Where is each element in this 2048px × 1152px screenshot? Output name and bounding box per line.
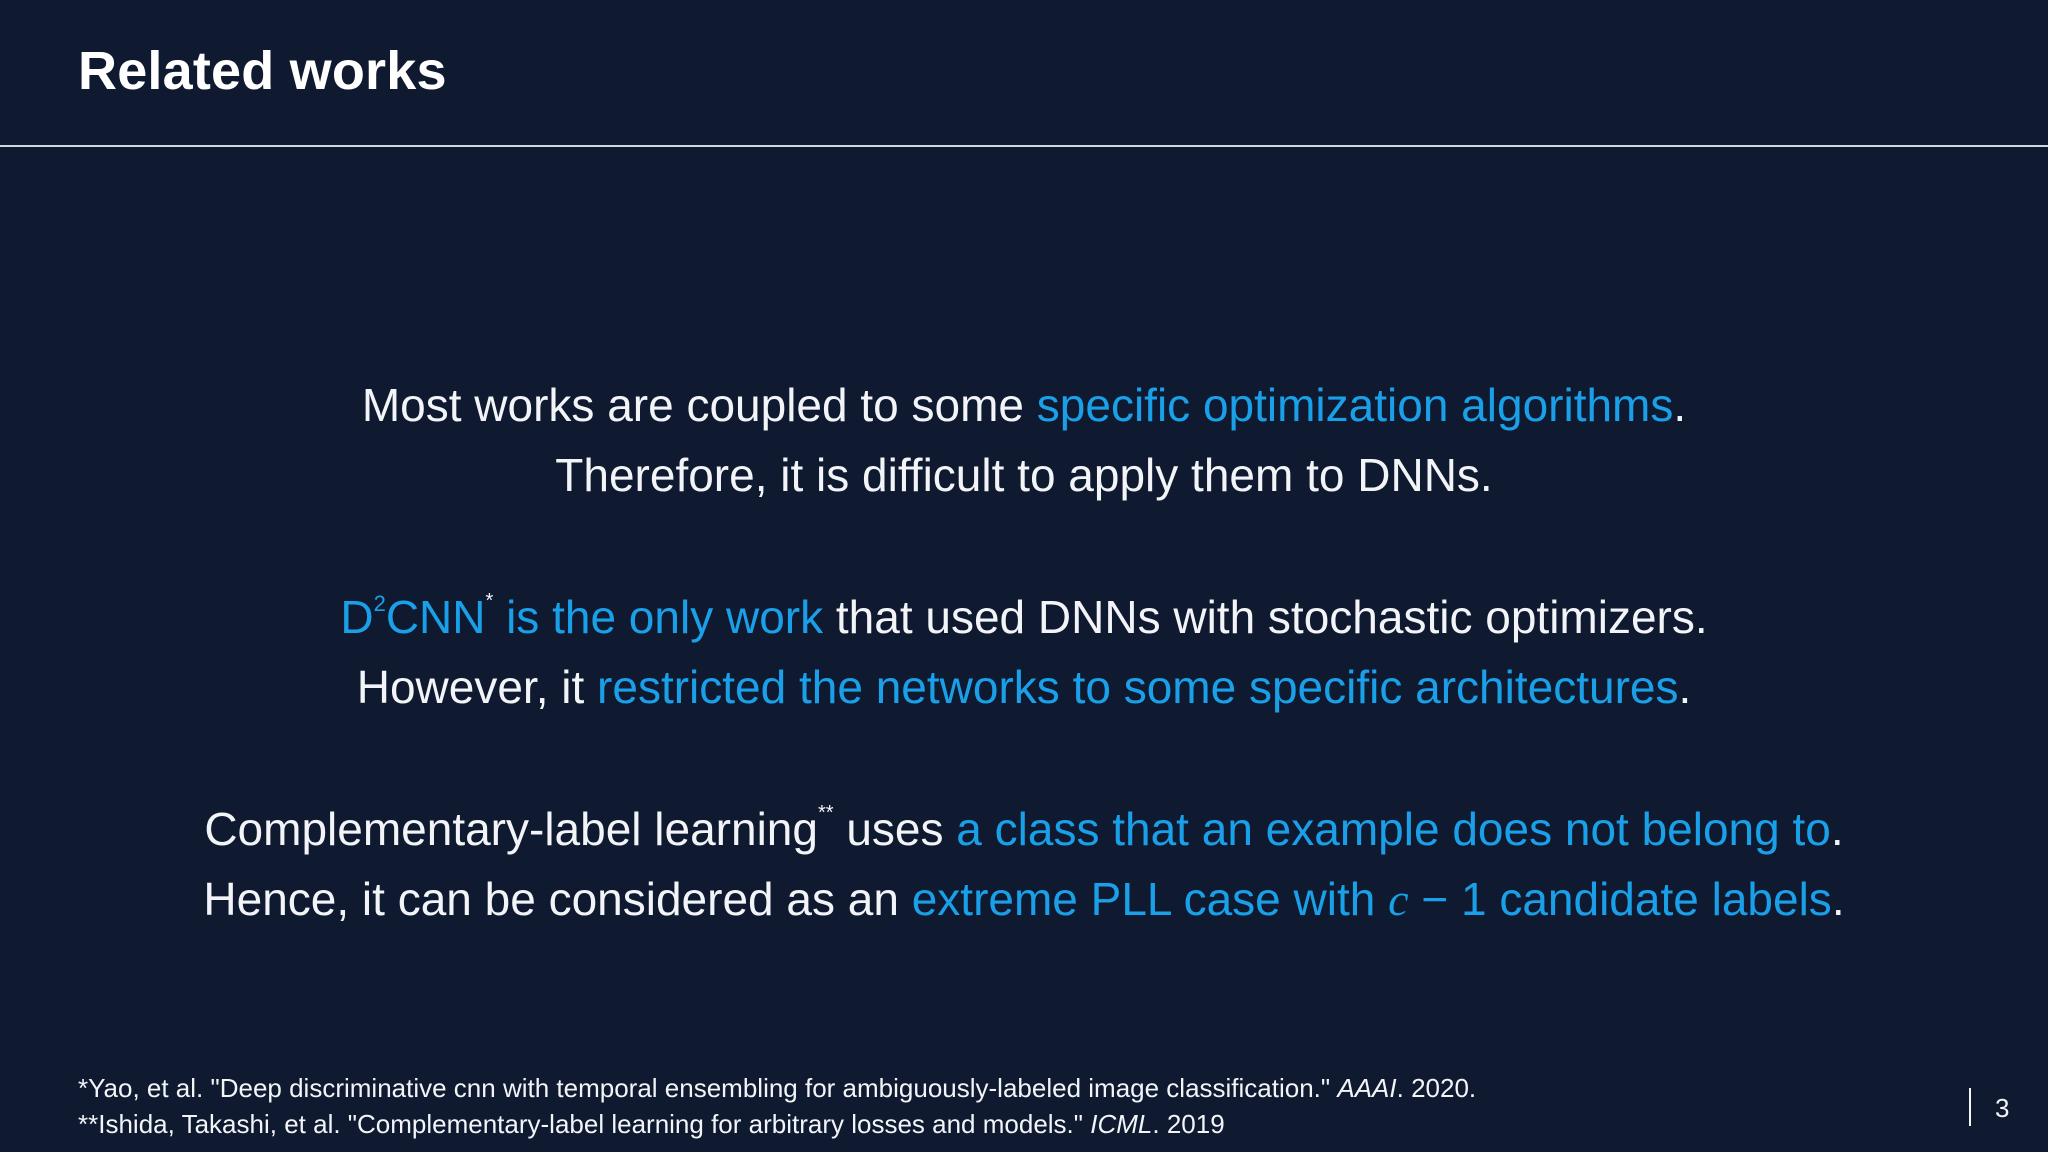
paragraph-gap [0, 722, 2048, 794]
p2-line-1-rest: that used DNNs with stochastic optimizers. [823, 591, 1708, 643]
p2-line-2 [0, 652, 2048, 722]
footnote-2-venue: ICML [1090, 1109, 1153, 1139]
p3-line-1-text-c: . [1830, 803, 1844, 855]
footnote-1-year: . 2020. [1396, 1073, 1477, 1103]
p2-line-2-text-b: . [1678, 661, 1692, 713]
page-number: 3 [1995, 1093, 2010, 1123]
p1-line-1 [0, 370, 2048, 440]
p2-line-2-text-a: However, it [356, 661, 598, 713]
p2-d2cnn-d: D [340, 591, 374, 643]
slide-body [0, 370, 2048, 934]
p3-line-1 [0, 794, 2048, 864]
p3-math-c: c [1388, 874, 1409, 925]
slide-title: Related works [78, 41, 447, 101]
p1-line-2: Therefore, it is difficult to apply them to DNNs. [555, 449, 1493, 501]
p1-line-1-highlight: specific optimization algorithms [1036, 379, 1674, 431]
footnote-2 [78, 1106, 1476, 1142]
p3-line-2-highlight-b: − 1 candidate labels [1408, 873, 1832, 925]
footnote-2-text: **Ishida, Takashi, et al. "Complementary-label learning for arbitrary losses and models." [78, 1109, 1091, 1139]
p2-line-1-highlight: is the only work [493, 591, 824, 643]
p3-line-2-text-b: . [1831, 873, 1845, 925]
p2-d2cnn-cnn: CNN [385, 591, 486, 643]
p2-d2cnn-superscript: 2 [373, 591, 386, 616]
p3-line-2 [0, 864, 2048, 934]
footnote-1 [78, 1070, 1476, 1106]
p3-line-1-text-a: Complementary-label learning [204, 803, 818, 855]
p2-footnote-marker: * [485, 590, 494, 612]
p2-line-1 [0, 582, 2048, 652]
p3-line-2-highlight-a: extreme PLL case with [911, 873, 1389, 925]
footnote-2-year: . 2019 [1152, 1109, 1225, 1139]
p2-line-2-highlight: restricted the networks to some specific architectures [597, 661, 1679, 713]
footnotes [78, 1070, 1476, 1142]
footnote-1-venue: AAAI [1337, 1073, 1397, 1103]
p3-line-2-text-a: Hence, it can be considered as an [203, 873, 912, 925]
footnote-1-text: *Yao, et al. "Deep discriminative cnn with temporal ensembling for ambiguously-labeled image classification." [78, 1073, 1338, 1103]
title-divider [0, 145, 2048, 147]
p3-line-1-text-b: uses [833, 803, 957, 855]
p1-line-1-text-a: Most works are coupled to some [361, 379, 1037, 431]
page-number-divider [1969, 1088, 1971, 1126]
p1-line-1-text-b: . [1673, 379, 1687, 431]
p3-footnote-marker: ** [817, 802, 834, 824]
paragraph-gap [0, 510, 2048, 582]
p3-line-1-highlight: a class that an example does not belong to [956, 803, 1831, 855]
